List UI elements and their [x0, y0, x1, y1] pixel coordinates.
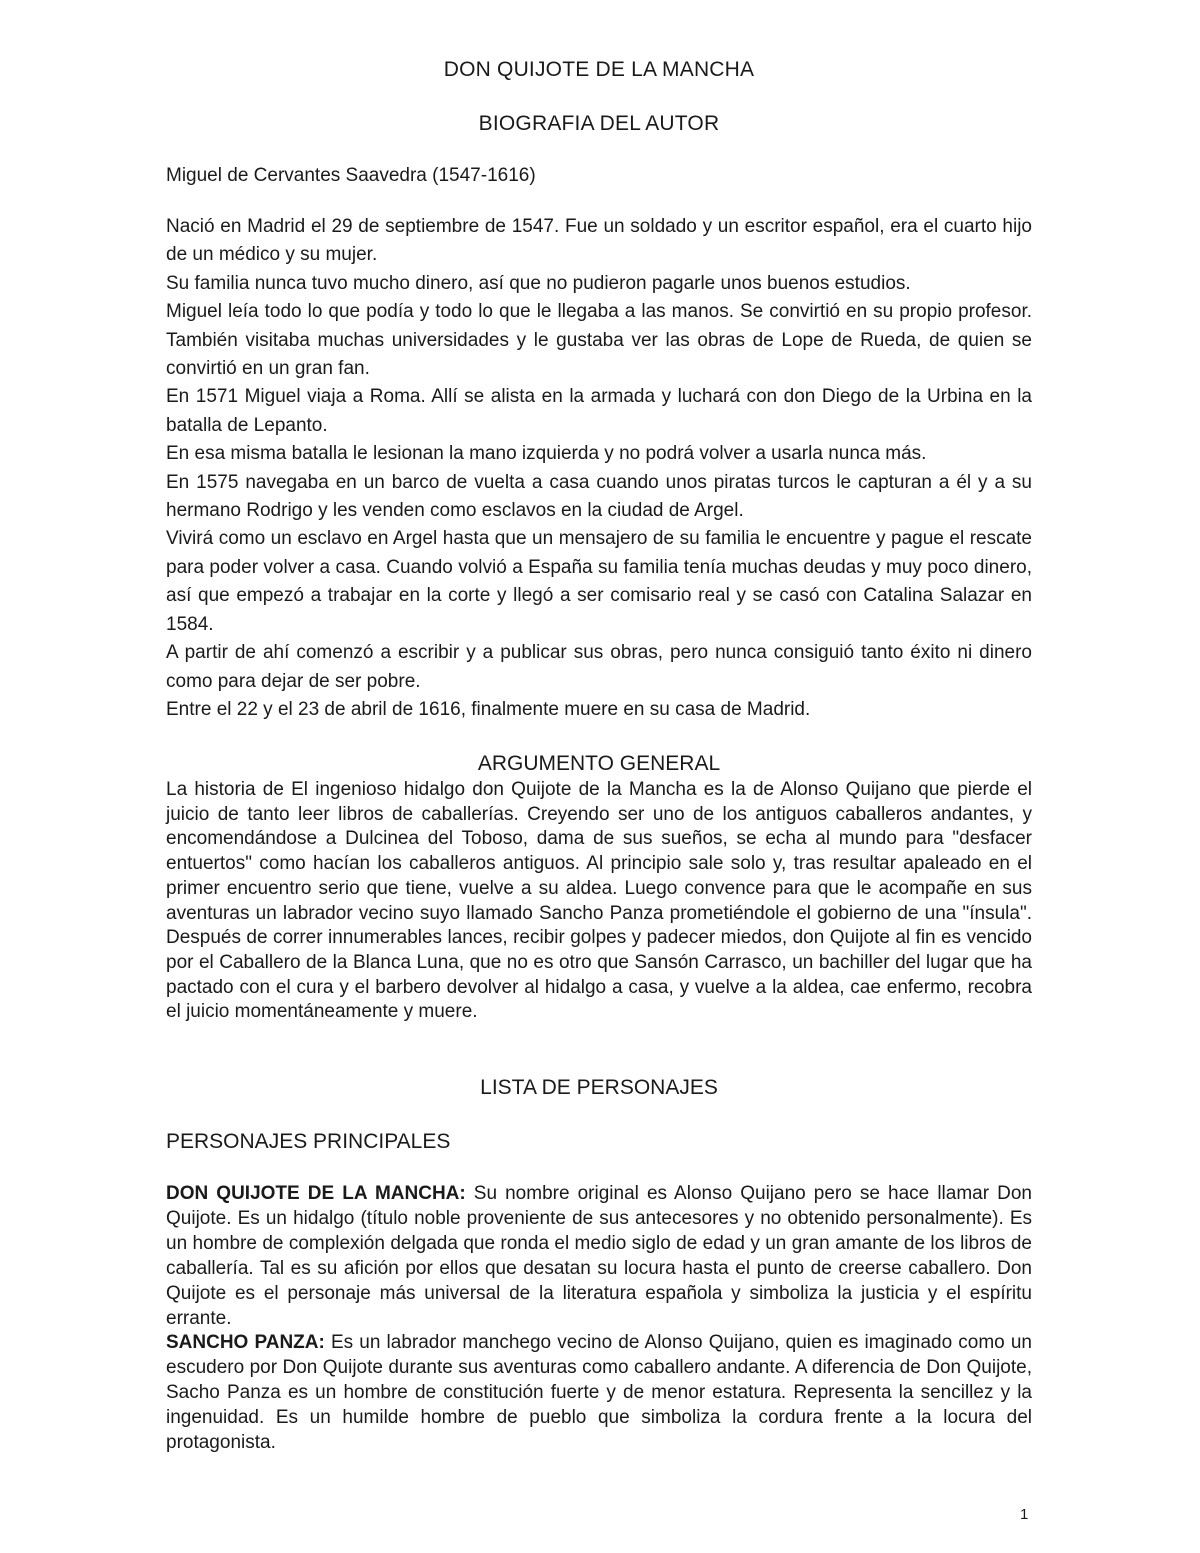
biography-paragraph: Su familia nunca tuvo mucho dinero, así que no pudieron pagarle unos buenos estudios. [166, 272, 911, 294]
character-list [166, 1182, 1032, 1456]
character-description: Es un labrador manchego vecino de Alonso Quijano, quien es imaginado como un escudero por Don Quijote durante sus aventuras como caballero andante. A diferencia de Don Quijote, Sacho Panza es un hombre de constitución fuerte y de menor estatura. Representa la sencillez y la ingenuidad. Es un humilde hombre de pueblo que simboliza la cordura frente a la locura del protagonista. [166, 1332, 1033, 1454]
biography-paragraph: En 1571 Miguel viaja a Roma. Allí se alista en la armada y luchará con don Diego de la Urbina en la batalla de Lepanto. [166, 386, 1032, 436]
biography-heading: BIOGRAFIA DEL AUTOR [478, 112, 720, 135]
character-name: SANCHO PANZA: [166, 1332, 325, 1354]
character-entry [166, 1182, 1032, 1331]
biography-paragraph: Miguel leía todo lo que podía y todo lo que le llegaba a las manos. Se convirtió en su propio profesor. También visitaba muchas universidades y le gustaba ver las obras de Lope de Rueda, de quien se convirtió en un gran fan. [166, 301, 1032, 380]
biography-paragraph: A partir de ahí comenzó a escribir y a publicar sus obras, pero nunca consiguió tanto éxito ni dinero como para dejar de ser pobre. [166, 642, 1032, 692]
argument-text: La historia de El ingenioso hidalgo don Quijote de la Mancha es la de Alonso Quijano que pierde el juicio de tanto leer libros de caballerías. Creyendo ser uno de los antiguos caballeros andantes, y encomendándose a Dulcinea del Toboso, dama de sus sueños, se echa al mundo para "desfacer entuertos" como hacían los caballeros antiguos. Al principio sale solo y, tras resultar apaleado en el primer encuentro serio que tiene, vuelve a su aldea. Luego convence para que le acompañe en sus aventuras un labrador vecino suyo llamado Sancho Panza prometiéndole el gobierno de una "ínsula". Después de correr innumerables lances, recibir golpes y padecer miedos, don Quijote al fin es vencido por el Caballero de la Blanca Luna, que no es otro que Sansón Carrasco, un bachiller del lugar que ha pactado con el cura y el barbero devolver al hidalgo a casa, y vuelve a la aldea, cae enfermo, recobra el juicio momentáneamente y muere. [166, 779, 1032, 1023]
main-characters-heading: PERSONAJES PRINCIPALES [166, 1130, 451, 1153]
biography-text [166, 213, 1032, 724]
characters-heading: LISTA DE PERSONAJES [480, 1076, 718, 1099]
page-number: 1 [1020, 1506, 1029, 1523]
character-entry [166, 1331, 1032, 1456]
document-page [166, 0, 1032, 1553]
biography-paragraph: En 1575 navegaba en un barco de vuelta a casa cuando unos piratas turcos le capturan a él y a su hermano Rodrigo y les venden como esclavos en la ciudad de Argel. [166, 471, 1032, 522]
author-line: Miguel de Cervantes Saavedra (1547-1616) [166, 165, 536, 186]
character-description: Su nombre original es Alonso Quijano pero se hace llamar Don Quijote. Es un hidalgo (título noble proveniente de sus antecesores y no obtenido personalmente). Es un hombre de complexión delgada que ronda el medio siglo de edad y un gran amante de los libros de caballería. Tal es su afición por ellos que desatan su locura hasta el punto de creerse caballero. Don Quijote es el personaje más universal de la literatura española y simboliza la justicia y el espíritu errante. [166, 1183, 1032, 1329]
biography-paragraph: Nació en Madrid el 29 de septiembre de 1547. Fue un soldado y un escritor español, era el cuarto hijo de un médico y su mujer. [166, 216, 1032, 266]
biography-paragraph: Vivirá como un esclavo en Argel hasta que un mensajero de su familia le encuentre y pague el rescate para poder volver a casa. Cuando volvió a España su familia tenía muchas deudas y muy poco dinero, así que empezó a trabajar en la corte y llegó a ser comisario real y se casó con Catalina Salazar en 1584. [166, 528, 1032, 635]
biography-paragraph: En esa misma batalla le lesionan la mano izquierda y no podrá volver a usarla nunca más. [166, 443, 927, 465]
document-title: DON QUIJOTE DE LA MANCHA [443, 58, 755, 81]
biography-paragraph: Entre el 22 y el 23 de abril de 1616, finalmente muere en su casa de Madrid. [166, 698, 811, 720]
character-name: DON QUIJOTE DE LA MANCHA: [166, 1183, 466, 1204]
argument-heading: ARGUMENTO GENERAL [477, 752, 721, 775]
